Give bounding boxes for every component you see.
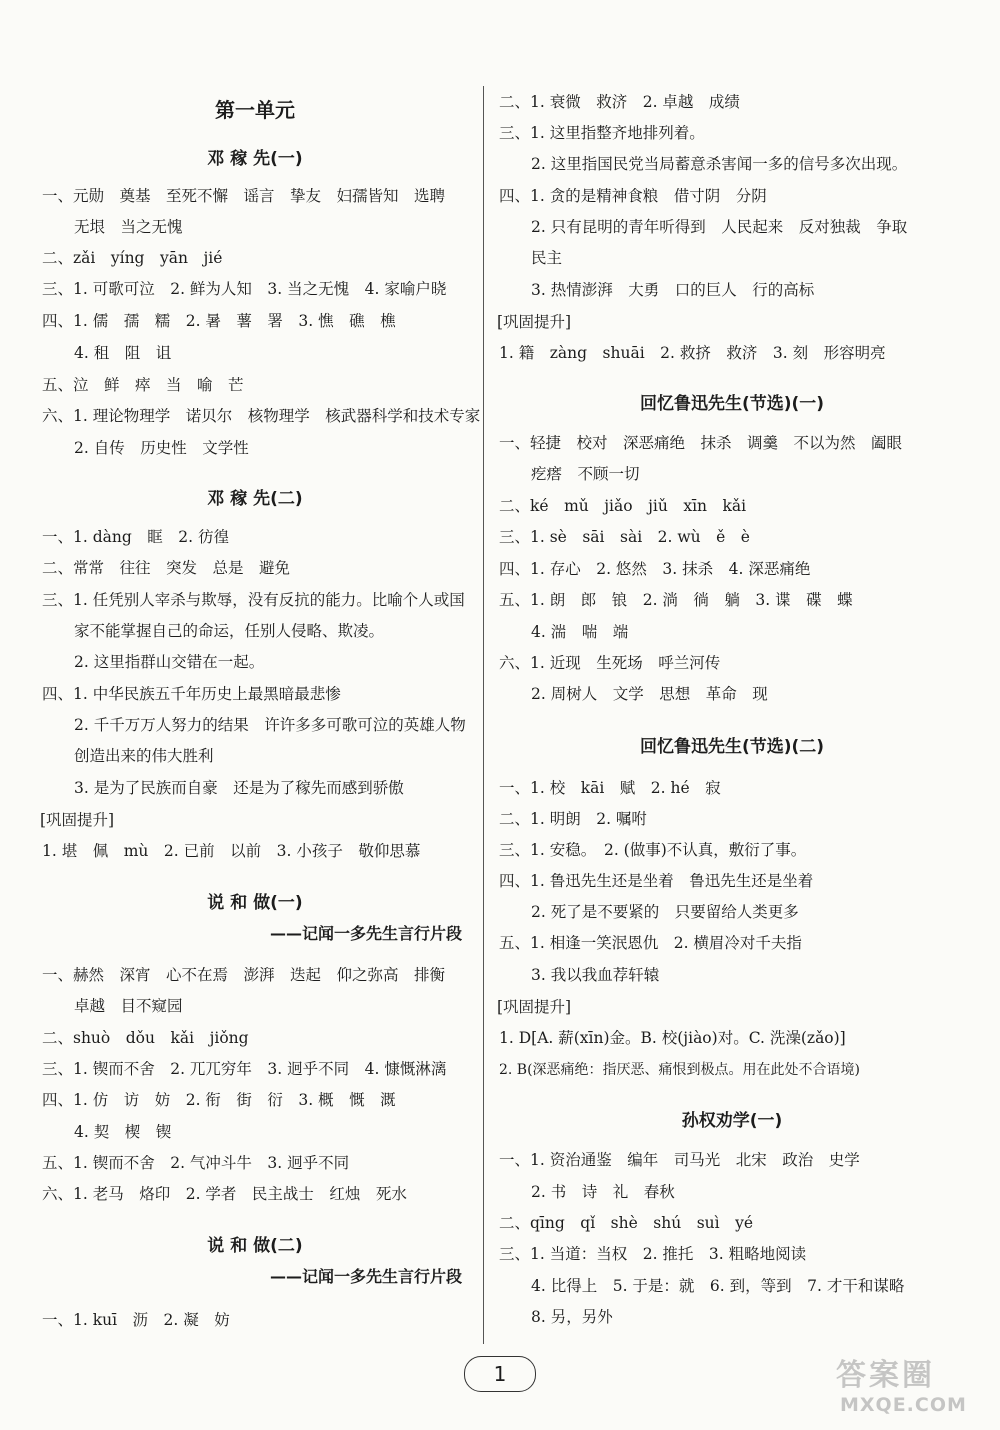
answer-line: 二、zǎi yíng yān jié <box>42 249 223 267</box>
answer-line: 五、1. 锲而不舍 2. 气冲斗牛 3. 迥乎不同 <box>42 1154 350 1172</box>
answer-line: 二、常常 往往 突发 总是 避免 <box>42 559 291 577</box>
answer-line: 2. B(深恶痛绝：指厌恶、痛恨到极点。用在此处不合语境) <box>499 1062 861 1078</box>
watermark-url: MXQE.COM <box>840 1394 967 1416</box>
section-title-sunquan-quanxue-1: 孙权劝学(一) <box>681 1111 783 1131</box>
answer-line: 无垠 当之无愧 <box>74 218 183 236</box>
answer-line: 3. 热情澎湃 大勇 口的巨人 行的高标 <box>531 281 815 299</box>
section-title-huiyi-luxun-1: 回忆鲁迅先生(节选)(一) <box>639 394 825 414</box>
answer-line: 三、1. sè sāi sài 2. wù ě è <box>499 528 750 546</box>
answer-line: 4. 湍 喘 端 <box>531 623 629 641</box>
answer-line: 8. 另，另外 <box>531 1308 613 1326</box>
answer-line: 四、1. 中华民族五千年历史上最黑暗最悲惨 <box>42 685 341 703</box>
answer-line: 一、元勋 奠基 至死不懈 谣言 挚友 妇孺皆知 选聘 <box>42 187 446 205</box>
answer-line: 3. 我以我血荐轩辕 <box>531 966 660 984</box>
answer-line: 三、1. 可歌可泣 2. 鲜为人知 3. 当之无愧 4. 家喻户晓 <box>42 280 447 298</box>
answer-line: 二、shuò dǒu kǎi jiǒng <box>42 1029 249 1047</box>
answer-line: 2. 千千万万人努力的结果 许许多多可歌可泣的英雄人物 <box>74 716 466 734</box>
answer-line: 4. 契 楔 锲 <box>74 1123 172 1141</box>
answer-line: 2. 周树人 文学 思想 革命 现 <box>531 685 768 703</box>
answer-line: 三、1. 锲而不舍 2. 兀兀穷年 3. 迥乎不同 4. 慷慨淋漓 <box>42 1060 447 1078</box>
column-divider <box>483 86 484 1344</box>
watermark-logo <box>836 1350 986 1422</box>
answer-line: 一、轻捷 校对 深恶痛绝 抹杀 调羹 不以为然 阖眼 <box>499 434 903 452</box>
answer-line: 三、1. 安稳。 2. (做事)不认真，敷衍了事。 <box>499 841 807 859</box>
answer-line: 一、1. kuī 沥 2. 凝 妨 <box>42 1311 230 1329</box>
section-title-dengjiaxian-1: 邓 稼 先(一) <box>207 149 303 169</box>
answer-line: 三、1. 当道：当权 2. 推托 3. 粗略地阅读 <box>499 1245 807 1263</box>
page-number: 1 <box>464 1356 536 1392</box>
section-subtitle: ——记闻一多先生言行片段 <box>269 924 462 943</box>
answer-line: 五、1. 相逢一笑泯恩仇 2. 横眉冷对千夫指 <box>499 934 802 952</box>
unit-title: 第一单元 <box>215 98 295 122</box>
answer-line: 五、泣 鲜 瘁 当 喻 芒 <box>42 376 244 394</box>
answer-line: 一、1. dàng 眶 2. 彷徨 <box>42 528 229 546</box>
answer-line: 一、赫然 深宵 心不在焉 澎湃 迭起 仰之弥高 排衡 <box>42 966 446 984</box>
answer-line: 一、1. 资治通鉴 编年 司马光 北宋 政治 史学 <box>499 1151 860 1169</box>
answer-line: 二、ké mǔ jiǎo jiǔ xīn kǎi <box>499 497 747 515</box>
answer-line: 2. 这里指国民党当局蓄意杀害闻一多的信号多次出现。 <box>531 155 908 173</box>
answer-line: 四、1. 鲁迅先生还是坐着 鲁迅先生还是坐着 <box>499 872 814 890</box>
consolidation-label: [巩固提升] <box>40 811 115 829</box>
answer-line: 2. 这里指群山交错在一起。 <box>74 653 265 671</box>
answer-line: 三、1. 任凭别人宰杀与欺辱，没有反抗的能力。比喻个人或国 <box>42 591 465 609</box>
answer-line: 1. 堪 佩 mù 2. 已前 以前 3. 小孩子 敬仰思慕 <box>42 842 421 860</box>
answer-line: 1. D[A. 薪(xīn)金。B. 校(jiào)对。C. 洗澡(zǎo)] <box>499 1029 846 1047</box>
answer-line: 四、1. 贪的是精神食粮 借寸阴 分阴 <box>499 187 767 205</box>
answer-line: 四、1. 儒 孺 糯 2. 暑 薯 署 3. 憔 礁 樵 <box>42 312 396 330</box>
answer-line: 四、1. 存心 2. 悠然 3. 抹杀 4. 深恶痛绝 <box>499 560 811 578</box>
section-title-huiyi-luxun-2: 回忆鲁迅先生(节选)(二) <box>639 737 825 757</box>
answer-line: 1. 籍 zàng shuāi 2. 救挤 救济 3. 刻 形容明亮 <box>499 344 886 362</box>
answer-line: 民主 <box>531 249 563 267</box>
section-title-shuo-he-zuo-2: 说 和 做(二) <box>207 1236 303 1256</box>
answer-line: 4. 租 阻 诅 <box>74 344 172 362</box>
answer-line: 创造出来的伟大胜利 <box>74 747 214 765</box>
section-title-dengjiaxian-2: 邓 稼 先(二) <box>207 489 303 509</box>
section-subtitle: ——记闻一多先生言行片段 <box>269 1267 462 1286</box>
section-title-shuo-he-zuo-1: 说 和 做(一) <box>207 893 303 913</box>
answer-line: 2. 只有昆明的青年听得到 人民起来 反对独裁 争取 <box>531 218 908 236</box>
answer-line: 六、1. 近现 生死场 呼兰河传 <box>499 654 721 672</box>
answer-line: 五、1. 朗 郎 锒 2. 淌 徜 躺 3. 谍 碟 蝶 <box>499 591 853 609</box>
answer-line: 4. 比得上 5. 于是：就 6. 到，等到 7. 才干和谋略 <box>531 1277 905 1295</box>
answer-line: 2. 书 诗 礼 春秋 <box>531 1183 675 1201</box>
answer-line: 六、1. 老马 烙印 2. 学者 民主战士 红烛 死水 <box>42 1185 407 1203</box>
answer-line: 四、1. 仿 访 妨 2. 衔 街 衍 3. 概 慨 溉 <box>42 1091 396 1109</box>
answer-line: 疙瘩 不顾一切 <box>531 465 640 483</box>
answer-line: 卓越 目不窥园 <box>74 997 183 1015</box>
consolidation-label: [巩固提升] <box>497 998 572 1016</box>
answer-line: 三、1. 这里指整齐地排列着。 <box>499 124 705 142</box>
answer-line: 2. 自传 历史性 文学性 <box>74 439 249 457</box>
answer-line: 二、1. 明朗 2. 嘱咐 <box>499 810 647 828</box>
answer-line: 一、1. 校 kāi 赋 2. hé 寂 <box>499 779 721 797</box>
answer-line: 3. 是为了民族而自豪 还是为了稼先而感到骄傲 <box>74 779 404 797</box>
answer-line: 六、1. 理论物理学 诺贝尔 核物理学 核武器科学和技术专家 <box>42 407 481 425</box>
watermark-title: 答案圈 <box>836 1358 935 1393</box>
answer-line: 二、qīng qǐ shè shú suì yé <box>499 1214 754 1232</box>
answer-line: 二、1. 衰微 救济 2. 卓越 成绩 <box>499 93 740 111</box>
consolidation-label: [巩固提升] <box>497 313 572 331</box>
answer-line: 2. 死了是不要紧的 只要留给人类更多 <box>531 903 799 921</box>
answer-line: 家不能掌握自己的命运，任别人侵略、欺凌。 <box>74 622 385 640</box>
